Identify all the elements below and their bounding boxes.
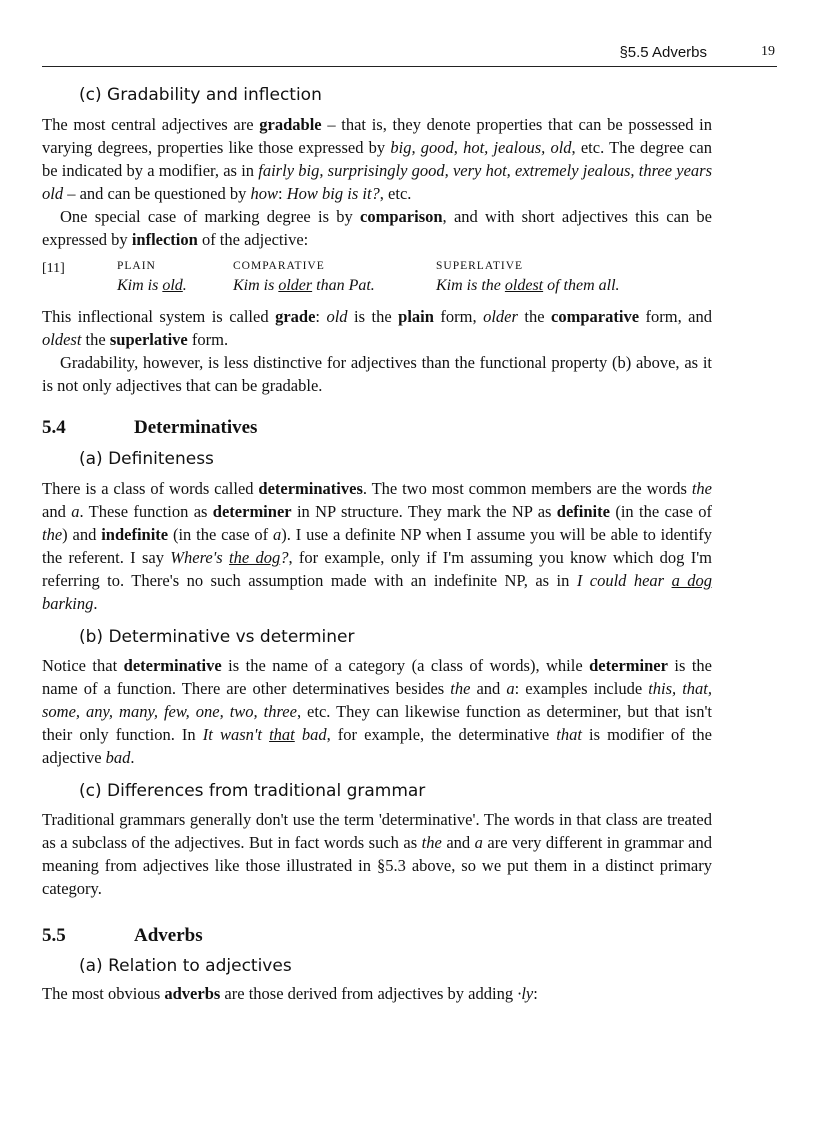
section-title: Determinatives bbox=[134, 417, 258, 438]
section-title: Adverbs bbox=[134, 925, 203, 946]
example-comparative: Kim is older than Pat. bbox=[233, 277, 375, 294]
running-head bbox=[42, 44, 777, 64]
paragraph-definiteness: There is a class of words called determinatives. The two most common members are the words the and a. These function as determiner in NP structure. They mark the NP as definite (in the case of the) and indefinite (in the case of a). I use a definite NP when I assume you will be able to identify the referent. I say Where's the dog?, for example, only if I'm assuming you know which dog I'm referring to. There's no such assumption made with an indefinite NP, as in I could hear a dog barking. bbox=[42, 479, 713, 613]
subsection-heading-gradability: (c) Gradability and inflection bbox=[79, 85, 322, 105]
subsection-heading-definiteness: (a) Definiteness bbox=[79, 449, 214, 469]
column-header-plain: PLAIN bbox=[117, 260, 156, 272]
running-head-section: §5.5 Adverbs bbox=[619, 44, 707, 61]
subsection-heading-determinative-vs-determiner: (b) Determinative vs determiner bbox=[79, 627, 355, 647]
paragraph-adverbs: The most obvious adverbs are those derived from adjectives by adding ·ly: bbox=[42, 984, 538, 1003]
paragraph-grade: This inflectional system is called grade: old is the plain form, older the comparative form, and oldest the superlative form. bbox=[42, 307, 712, 349]
section-number: 5.4 bbox=[42, 417, 66, 438]
paragraph-determinative-vs-determiner: Notice that determinative is the name of a category (a class of words), while determiner is the name of a function. There are other determinatives besides the and a: examples include this, that, some, any, many, few, one, two, three, etc. They can likewise function as determiner, but that isn't their only function. In It wasn't that bad, for example, the determinative that is modifier of the adjective bad. bbox=[42, 656, 713, 767]
page-number: 19 bbox=[761, 44, 775, 59]
example-11-table bbox=[42, 257, 696, 297]
paragraph-comparison: One special case of marking degree is by comparison, and with short adjectives this can be expressed by inflection of the adjective: bbox=[42, 207, 712, 249]
section-number: 5.5 bbox=[42, 925, 66, 946]
column-header-superlative: SUPERLATIVE bbox=[436, 260, 524, 272]
paragraph-gradable: The most central adjectives are gradable – that is, they denote properties that can be possessed in varying degrees, properties like those expressed by big, good, hot, jealous, old, etc. The degree can be indicated by a modifier, as in fairly big, surprisingly good, very hot, extremely jealous, three years old – and can be questioned by how: How big is it?, etc. bbox=[42, 115, 713, 203]
example-plain: Kim is old. bbox=[117, 277, 187, 294]
header-rule bbox=[42, 66, 777, 67]
subsection-heading-traditional-grammar: (c) Differences from traditional grammar bbox=[79, 781, 426, 801]
example-number: [11] bbox=[42, 261, 65, 276]
subsection-heading-relation-to-adjectives: (a) Relation to adjectives bbox=[79, 956, 292, 976]
section-heading-adverbs bbox=[42, 924, 712, 948]
page-body bbox=[42, 80, 712, 1005]
paragraph-gradability-note: Gradability, however, is less distinctive for adjectives than the functional property (b) above, as it is not only adjectives that can be gradable. bbox=[42, 353, 712, 395]
paragraph-traditional-grammar: Traditional grammars generally don't use the term 'determinative'. The words in that class are treated as a subclass of the adjectives. But in fact words such as the and a are very different in grammar and meaning from adjectives like those illustrated in §5.3 above, so we put them in a distinct primary category. bbox=[42, 810, 712, 898]
section-heading-determinatives bbox=[42, 416, 712, 440]
example-superlative: Kim is the oldest of them all. bbox=[436, 277, 620, 294]
column-header-comparative: COMPARATIVE bbox=[233, 260, 325, 272]
